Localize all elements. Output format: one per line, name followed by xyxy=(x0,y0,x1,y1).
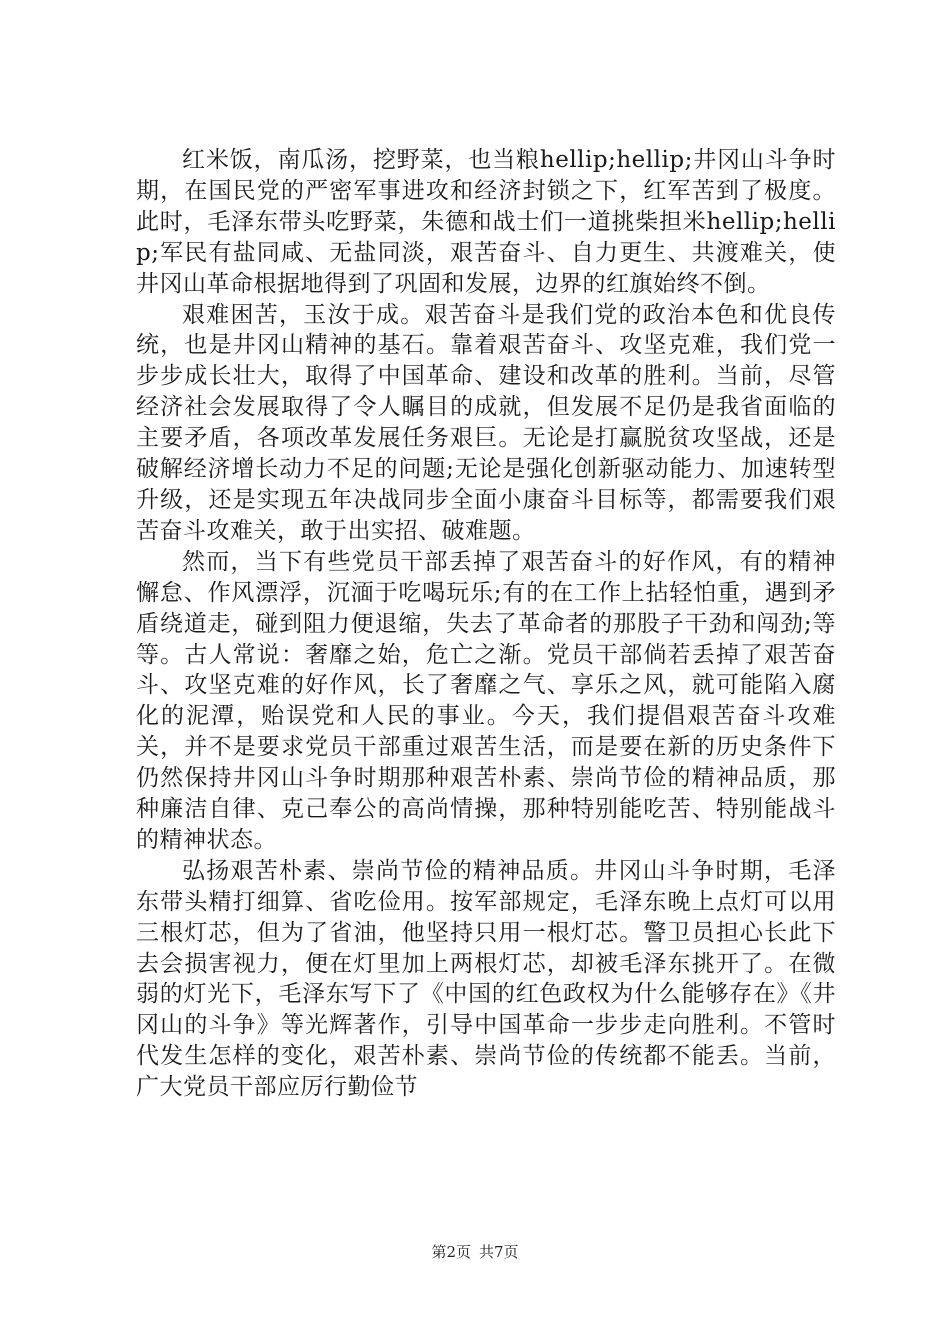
paragraph: 然而，当下有些党员干部丢掉了艰苦奋斗的好作风，有的精神懈怠、作风漂浮，沉湎于吃喝玩乐;有的在工作上拈轻怕重，遇到矛盾绕道走，碰到阻力便退缩，失去了革命者的那股子干劲和闯劲;等等。古人常说：奢靡之始，危亡之渐。党员干部倘若丢掉了艰苦奋斗、攻坚克难的好作风，长了奢靡之气、享乐之风，就可能陷入腐化的泥潭，贻误党和人民的事业。今天，我们提倡艰苦奋斗攻难关，并不是要求党员干部重过艰苦生活，而是要在新的历史条件下仍然保持井冈山斗争时期那种艰苦朴素、崇尚节俭的精神品质，那种廉洁自律、克己奉公的高尚情操，那种特别能吃苦、特别能战斗的精神状态。 xyxy=(136,548,836,853)
document-body xyxy=(136,145,836,1103)
paragraph: 艰难困苦，玉汝于成。艰苦奋斗是我们党的政治本色和优良传统，也是井冈山精神的基石。靠着艰苦奋斗、攻坚克难，我们党一步步成长壮大，取得了中国革命、建设和改革的胜利。当前，尽管经济社会发展取得了令人瞩目的成就，但发展不足仍是我省面临的主要矛盾，各项改革发展任务艰巨。无论是打赢脱贫攻坚战，还是破解经济增长动力不足的问题;无论是强化创新驱动能力、加速转型升级，还是实现五年决战同步全面小康奋斗目标等，都需要我们艰苦奋斗攻难关，敢于出实招、破难题。 xyxy=(136,301,836,544)
page-number: 第2页 xyxy=(431,1243,471,1261)
page-footer xyxy=(0,1243,950,1261)
paragraph: 红米饭，南瓜汤，挖野菜，也当粮hellip;hellip;井冈山斗争时期，在国民党的严密军事进攻和经济封锁之下，红军苦到了极度。此时，毛泽东带头吃野菜，朱德和战士们一道挑柴担米hellip;hellip;军民有盐同咸、无盐同淡，艰苦奋斗、自力更生、共渡难关，使井冈山革命根据地得到了巩固和发展，边界的红旗始终不倒。 xyxy=(136,147,836,297)
paragraph: 弘扬艰苦朴素、崇尚节俭的精神品质。井冈山斗争时期，毛泽东带头精打细算、省吃俭用。按军部规定，毛泽东晚上点灯可以用三根灯芯，但为了省油，他坚持只用一根灯芯。警卫员担心长此下去会损害视力，便在灯里加上两根灯芯，却被毛泽东挑开了。在微弱的灯光下，毛泽东写下了《中国的红色政权为什么能够存在》《井冈山的斗争》等光辉著作，引导中国革命一步步走向胜利。不管时代发生怎样的变化，艰苦朴素、崇尚节俭的传统都不能丢。当前，广大党员干部应厉行勤俭节 xyxy=(136,857,836,1101)
page-total: 共7页 xyxy=(479,1243,519,1261)
